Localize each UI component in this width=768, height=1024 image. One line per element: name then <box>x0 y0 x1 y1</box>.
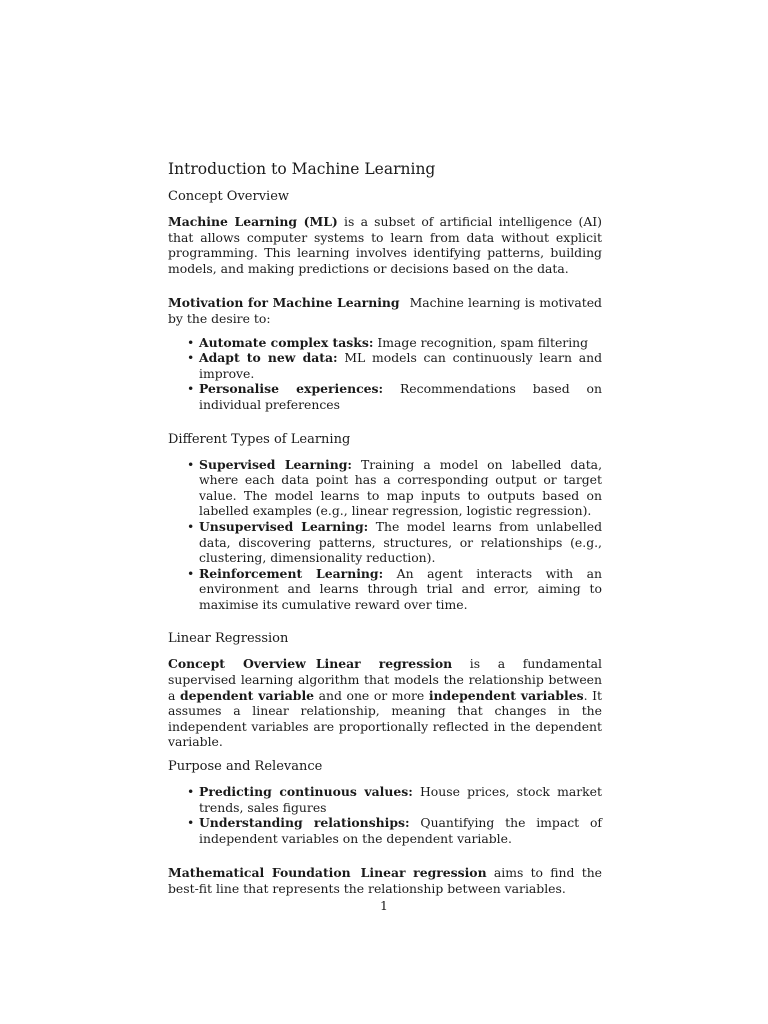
list-item-term: Adapt to new data: <box>199 350 338 366</box>
concept-overview-paragraph <box>168 214 602 276</box>
list-item-term: Automate complex tasks: <box>199 334 374 350</box>
independent-variables-term: independent variables <box>428 687 584 703</box>
motivation-text: Machine learning is motivated by the desire to: <box>168 295 602 326</box>
lr-text-2: and one or more <box>314 687 429 703</box>
list-item <box>187 519 602 566</box>
list-item-term: Personalise experiences: <box>199 381 384 397</box>
linear-regression-heading: Linear Regression <box>168 631 289 647</box>
math-foundation-paragraph <box>168 865 602 896</box>
lr-term: Linear regression <box>360 865 487 881</box>
list-item-term: Supervised Learning: <box>199 456 352 472</box>
purpose-list <box>187 784 602 846</box>
ml-term: Machine Learning (ML) <box>168 214 338 229</box>
motivation-heading: Motivation for Machine Learning <box>168 295 400 311</box>
document-title: Introduction to Machine Learning <box>168 160 436 178</box>
list-item <box>187 784 602 815</box>
page-content <box>168 160 602 897</box>
lr-text-1: is a fundamental supervised learning algorithm that models the relationship between a <box>168 656 602 703</box>
list-item-term: Understanding relationships: <box>199 815 410 831</box>
list-item-term: Predicting continuous values: <box>199 784 413 800</box>
list-item-text: Quantifying the impact of independent variables on the dependent variable. <box>199 815 602 846</box>
list-item-text: The model learns from unlabelled data, discovering patterns, structures, or relationships (e.g., clustering, dimensionality reduction). <box>199 518 603 566</box>
purpose-heading: Purpose and Relevance <box>168 759 323 775</box>
concept-overview-text: is a subset of artificial intelligence (AI) that allows computer systems to learn from data without explicit programming. This learning involves identifying patterns, building models, and making predictions or decisions based on the data. <box>168 214 602 276</box>
lr-text-3: . It assumes a linear relationship, meaning that changes in the independent variables are proportionally reflected in the dependent variable. <box>168 687 602 750</box>
list-item <box>187 335 602 351</box>
concept-overview-heading: Concept Overview <box>168 189 290 204</box>
page-number: 1 <box>380 898 388 913</box>
list-item <box>187 566 602 613</box>
motivation-list <box>187 335 602 413</box>
list-item-text: Training a model on labelled data, where each data point has a corresponding output or target value. The model learns to map inputs to outputs based on labelled examples (e.g., linear regression, logistic regression). <box>199 456 603 519</box>
motivation-paragraph <box>168 295 602 326</box>
list-item <box>187 457 602 519</box>
math-foundation-text: aims to find the best-fit line that represents the relationship between variables. <box>168 865 603 896</box>
list-item-text: ML models can continuously learn and improve. <box>199 350 602 381</box>
lr-term: Linear regression <box>315 656 453 672</box>
list-item-text: House prices, stock market trends, sales figures <box>199 784 602 815</box>
list-item <box>187 815 602 846</box>
lr-overview-paragraph <box>168 656 602 750</box>
math-foundation-runin: Mathematical Foundation <box>168 865 351 881</box>
dependent-variable-term: dependent variable <box>179 687 315 703</box>
list-item-term: Unsupervised Learning: <box>199 518 369 534</box>
list-item-term: Reinforcement Learning: <box>199 565 384 581</box>
list-item <box>187 350 602 381</box>
list-item-text: Recommendations based on individual preferences <box>199 381 602 412</box>
list-item-text: Image recognition, spam filtering <box>373 334 589 350</box>
types-list <box>187 457 602 613</box>
types-heading: Different Types of Learning <box>168 431 351 447</box>
list-item <box>187 381 602 412</box>
list-item-text: An agent interacts with an environment and learns through trial and error, aiming to maximise its cumulative reward over time. <box>199 565 602 612</box>
lr-overview-runin: Concept Overview <box>168 656 306 672</box>
